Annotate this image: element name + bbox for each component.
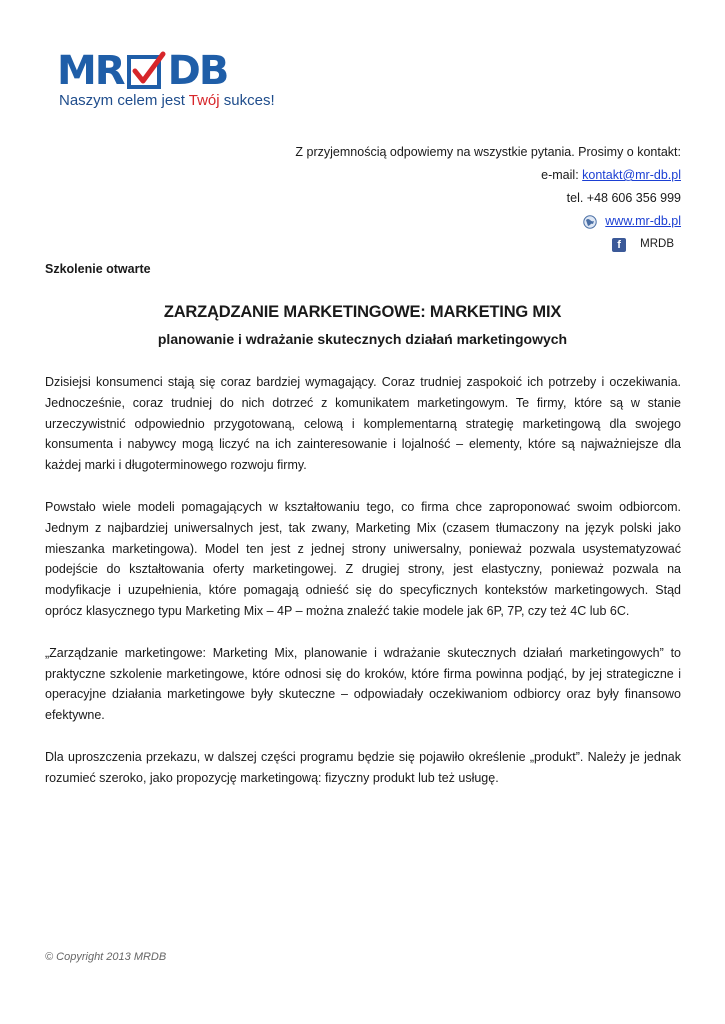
document-body	[45, 372, 681, 810]
contact-phone: tel. +48 606 356 999	[566, 191, 681, 205]
body-paragraph: „Zarządzanie marketingowe: Marketing Mix, planowanie i wdrażanie skutecznych działań marketingowych” to praktyczne szkolenie marketingowe, które odnosi się do kroków, które firma powinna podjąć, by jej strategiczne i operacyjne działania marketingowe były skuteczne – odpowiadały oczekiwaniom odbiorcy oraz były finansowo efektywne.	[45, 645, 681, 723]
email-link[interactable]: kontakt@mr-db.pl	[582, 168, 681, 182]
logo-tagline	[59, 92, 275, 109]
logo-wordmark	[57, 50, 227, 92]
contact-block	[181, 141, 681, 256]
body-paragraph: Dzisiejsi konsumenci stają się coraz bardziej wymagający. Coraz trudniej zaspokoić ich potrzeby i oczekiwania. Jednocześnie, coraz trudniej do nich dotrzeć z komunikatem marketingowym. Te firmy, które są w stanie urzeczywistnić odpowiednio przygotowaną, celową i komplementarną strategię marketingową dla swojego konsumenta i nabywcy mogą liczyć na ich zainteresowanie i lojalność – elementy, które są najważniejsze dla każdej marki i długoterminowego rozwoju firmy.	[45, 375, 681, 473]
logo-text-right: DB	[167, 48, 228, 94]
document-title: ZARZĄDZANIE MARKETINGOWE: MARKETING MIX	[163, 303, 562, 321]
tagline-start: Naszym celem jest	[59, 92, 189, 109]
company-logo	[57, 50, 297, 114]
document-category: Szkolenie otwarte	[45, 262, 151, 276]
email-label: e-mail:	[541, 168, 579, 182]
tagline-highlight: Twój	[188, 92, 220, 109]
tagline-end: sukces!	[219, 92, 275, 109]
globe-icon	[583, 215, 597, 229]
contact-intro: Z przyjemnością odpowiemy na wszystkie pytania. Prosimy o kontakt:	[295, 145, 681, 159]
contact-facebook-line	[181, 233, 681, 256]
contact-website-line	[181, 210, 681, 233]
copyright-footer: © Copyright 2013 MRDB	[45, 951, 167, 963]
document-subtitle: planowanie i wdrażanie skutecznych działań marketingowych	[157, 331, 568, 347]
facebook-label: MRDB	[640, 238, 674, 250]
body-paragraph: Dla uproszczenia przekazu, w dalszej części programu będzie się pojawiło określenie „produkt”. Należy je jednak rozumieć szeroko, jako propozycję marketingową: fizyczny produkt lub też usługę.	[45, 749, 681, 785]
website-link[interactable]: www.mr-db.pl	[605, 214, 681, 228]
contact-email-line	[181, 164, 681, 187]
logo-text-left: MR	[57, 48, 124, 94]
body-paragraph: Powstało wiele modeli pomagających w kształtowaniu tego, co firma chce zaproponować swoim odbiorcom. Jednym z najbardziej uniwersalnych jest, tak zwany, Marketing Mix (czasem tłumaczony na język polski jako mieszanka marketingowa). Model ten jest z jednej strony uniwersalny, ponieważ pozwala usystematyzować podejście do kształtowania oferty marketingowej. Z drugiej strony, jest elastyczny, ponieważ pozwala na modyfikacje i uzupełnienia, które pomagają odnieść się do specyficznych kontekstów marketingowych. Stąd oprócz klasycznego typu Marketing Mix – 4P – można znaleźć takie modele jak 6P, 7P, czy też 4C lub 6C.	[45, 499, 681, 618]
facebook-icon[interactable]: f	[612, 238, 626, 252]
checkbox-check-icon	[126, 51, 166, 91]
